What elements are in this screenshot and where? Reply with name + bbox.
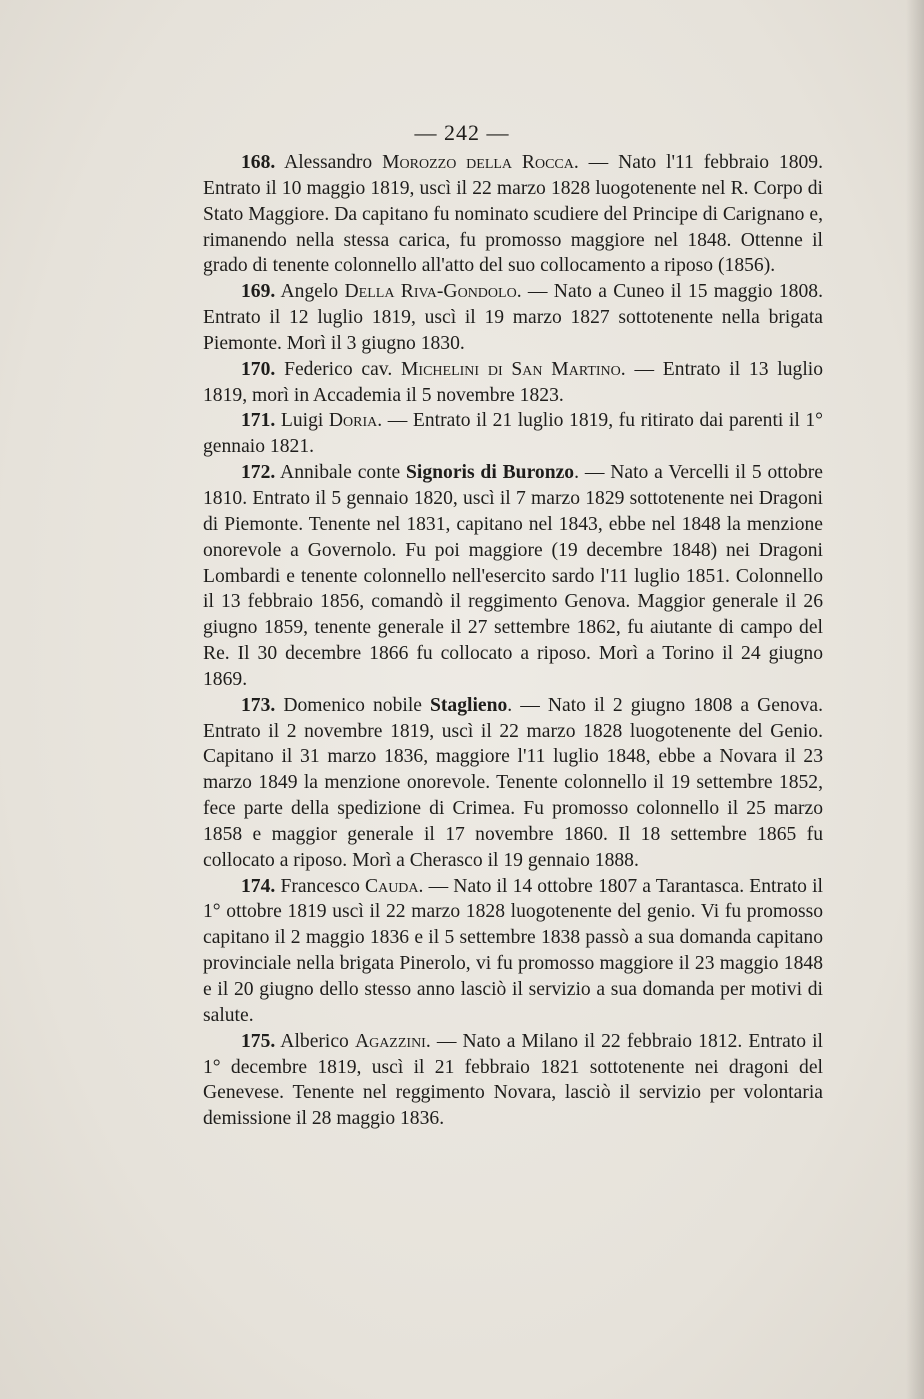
entry-surname: Morozzo della Rocca xyxy=(382,152,574,173)
entry-body: . — Nato l'11 febbraio 1809. Entrato il 10 maggio 1819, uscì il 22 marzo 1828 luogotenente nel R. Corpo di Stato Maggiore. Da capitano fu nominato scudiere del Principe di Carignano e, rimanendo nella stessa carica, fu promosso maggiore nel 1848. Ottenne il grado di tenente colonnello all'atto del suo collocamento a riposo (1856). xyxy=(203,152,824,277)
page-edge-shadow xyxy=(906,0,924,1399)
entry-body: . — Nato a Milano il 22 febbraio 1812. Entrato il 1° decembre 1819, uscì il 21 febbraio 1821 sottotenente nei dragoni del Genevese. Tenente nel reggimento Novara, lasciò il servizio per volontaria demissione il 28 maggio 1836. xyxy=(203,1030,823,1130)
entry-surname: Cauda xyxy=(365,875,419,897)
entry-surname: Doria xyxy=(328,410,378,432)
entry-surname: Agazzini xyxy=(354,1030,426,1052)
entry-body: . — Nato il 14 ottobre 1807 a Tarantasca. Entrato il 1° ottobre 1819 uscì il 22 marzo 1828 luogotenente del genio. Vi fu promosso capitano il 2 maggio 1836 e il 5 settembre 1838 passò a sua domanda capitano provinciale nella brigata Pinerolo, vi fu promosso maggiore il 23 maggio 1848 e il 20 giugno dello stesso anno lasciò il servizio a sua domanda per motivi di salute. xyxy=(203,875,823,1026)
entry-lead: Alessandro xyxy=(275,152,383,173)
entry-lead: Annibale conte xyxy=(275,462,406,484)
entry-lead: Alberico xyxy=(275,1030,355,1052)
entry-168 xyxy=(203,150,823,279)
entry-number: 174. xyxy=(241,875,276,897)
entry-number: 173. xyxy=(241,694,276,716)
entry-lead: Domenico nobile xyxy=(275,694,430,716)
entry-171 xyxy=(203,408,823,460)
entry-169 xyxy=(203,279,823,357)
entry-172 xyxy=(203,460,823,693)
entry-number: 171. xyxy=(241,410,276,432)
entries-list xyxy=(203,150,823,1132)
entry-surname: Staglieno xyxy=(430,694,508,716)
entry-body: . — Nato a Cuneo il 15 maggio 1808. Entrato il 12 luglio 1819, uscì il 19 marzo 1827 sottotenente nella brigata Piemonte. Morì il 3 giugno 1830. xyxy=(203,281,823,354)
entry-body: . — Nato a Vercelli il 5 ottobre 1810. Entrato il 5 gennaio 1820, uscì il 7 marzo 1829 sottotenente nei Dragoni di Piemonte. Tenente nel 1831, capitano nel 1843, ebbe nel 1848 la menzione onorevole a Governolo. Fu poi maggiore (19 decembre 1848) nei Dragoni Lombardi e tenente colonnello nell'esercito sardo l'11 luglio 1851. Colonnello il 13 febbraio 1856, comandò il reggimento Genova. Maggior generale il 26 giugno 1859, tenente generale il 27 settembre 1862, fu aiutante di campo del Re. Il 30 decembre 1866 fu collocato a riposo. Morì a Torino il 24 giugno 1869. xyxy=(203,462,823,690)
entry-surname: Michelini di San Martino xyxy=(401,358,621,380)
entry-lead: Francesco xyxy=(275,875,366,897)
entry-body: . — Nato il 2 giugno 1808 a Genova. Entrato il 2 novembre 1819, uscì il 22 marzo 1828 luogotenente del Genio. Capitano il 31 marzo 1836, maggiore l'11 luglio 1848, ebbe a Novara il 23 marzo 1849 la menzione onorevole. Tenente colonnello il 19 settembre 1852, fece parte della spedizione di Crimea. Fu promosso colonnello il 25 marzo 1858 e maggior generale il 17 novembre 1860. Il 18 settembre 1865 fu collocato a riposo. Morì a Cherasco il 19 gennaio 1888. xyxy=(203,694,823,871)
entry-173 xyxy=(203,693,823,874)
entry-174 xyxy=(203,874,823,1029)
entry-number: 175. xyxy=(241,1030,276,1052)
entry-number: 168. xyxy=(241,152,276,173)
entry-lead: Luigi xyxy=(275,410,329,432)
entry-body: . — Entrato il 21 luglio 1819, fu ritirato dai parenti il 1° gennaio 1821. xyxy=(203,410,824,458)
entry-170 xyxy=(203,357,823,409)
entry-lead: Federico cav. xyxy=(275,358,401,380)
entry-175 xyxy=(203,1029,823,1132)
entry-number: 169. xyxy=(241,281,276,303)
entry-body: . — Entrato il 13 luglio 1819, morì in Accademia il 5 novembre 1823. xyxy=(203,358,824,406)
entry-number: 170. xyxy=(241,358,276,380)
page-number: — 242 — xyxy=(414,120,510,145)
entry-surname: Signoris di Buronzo xyxy=(405,462,575,484)
entry-lead: Angelo xyxy=(275,281,345,303)
entry-surname: Della Riva-Gondolo xyxy=(344,281,517,303)
entry-number: 172. xyxy=(241,462,276,484)
